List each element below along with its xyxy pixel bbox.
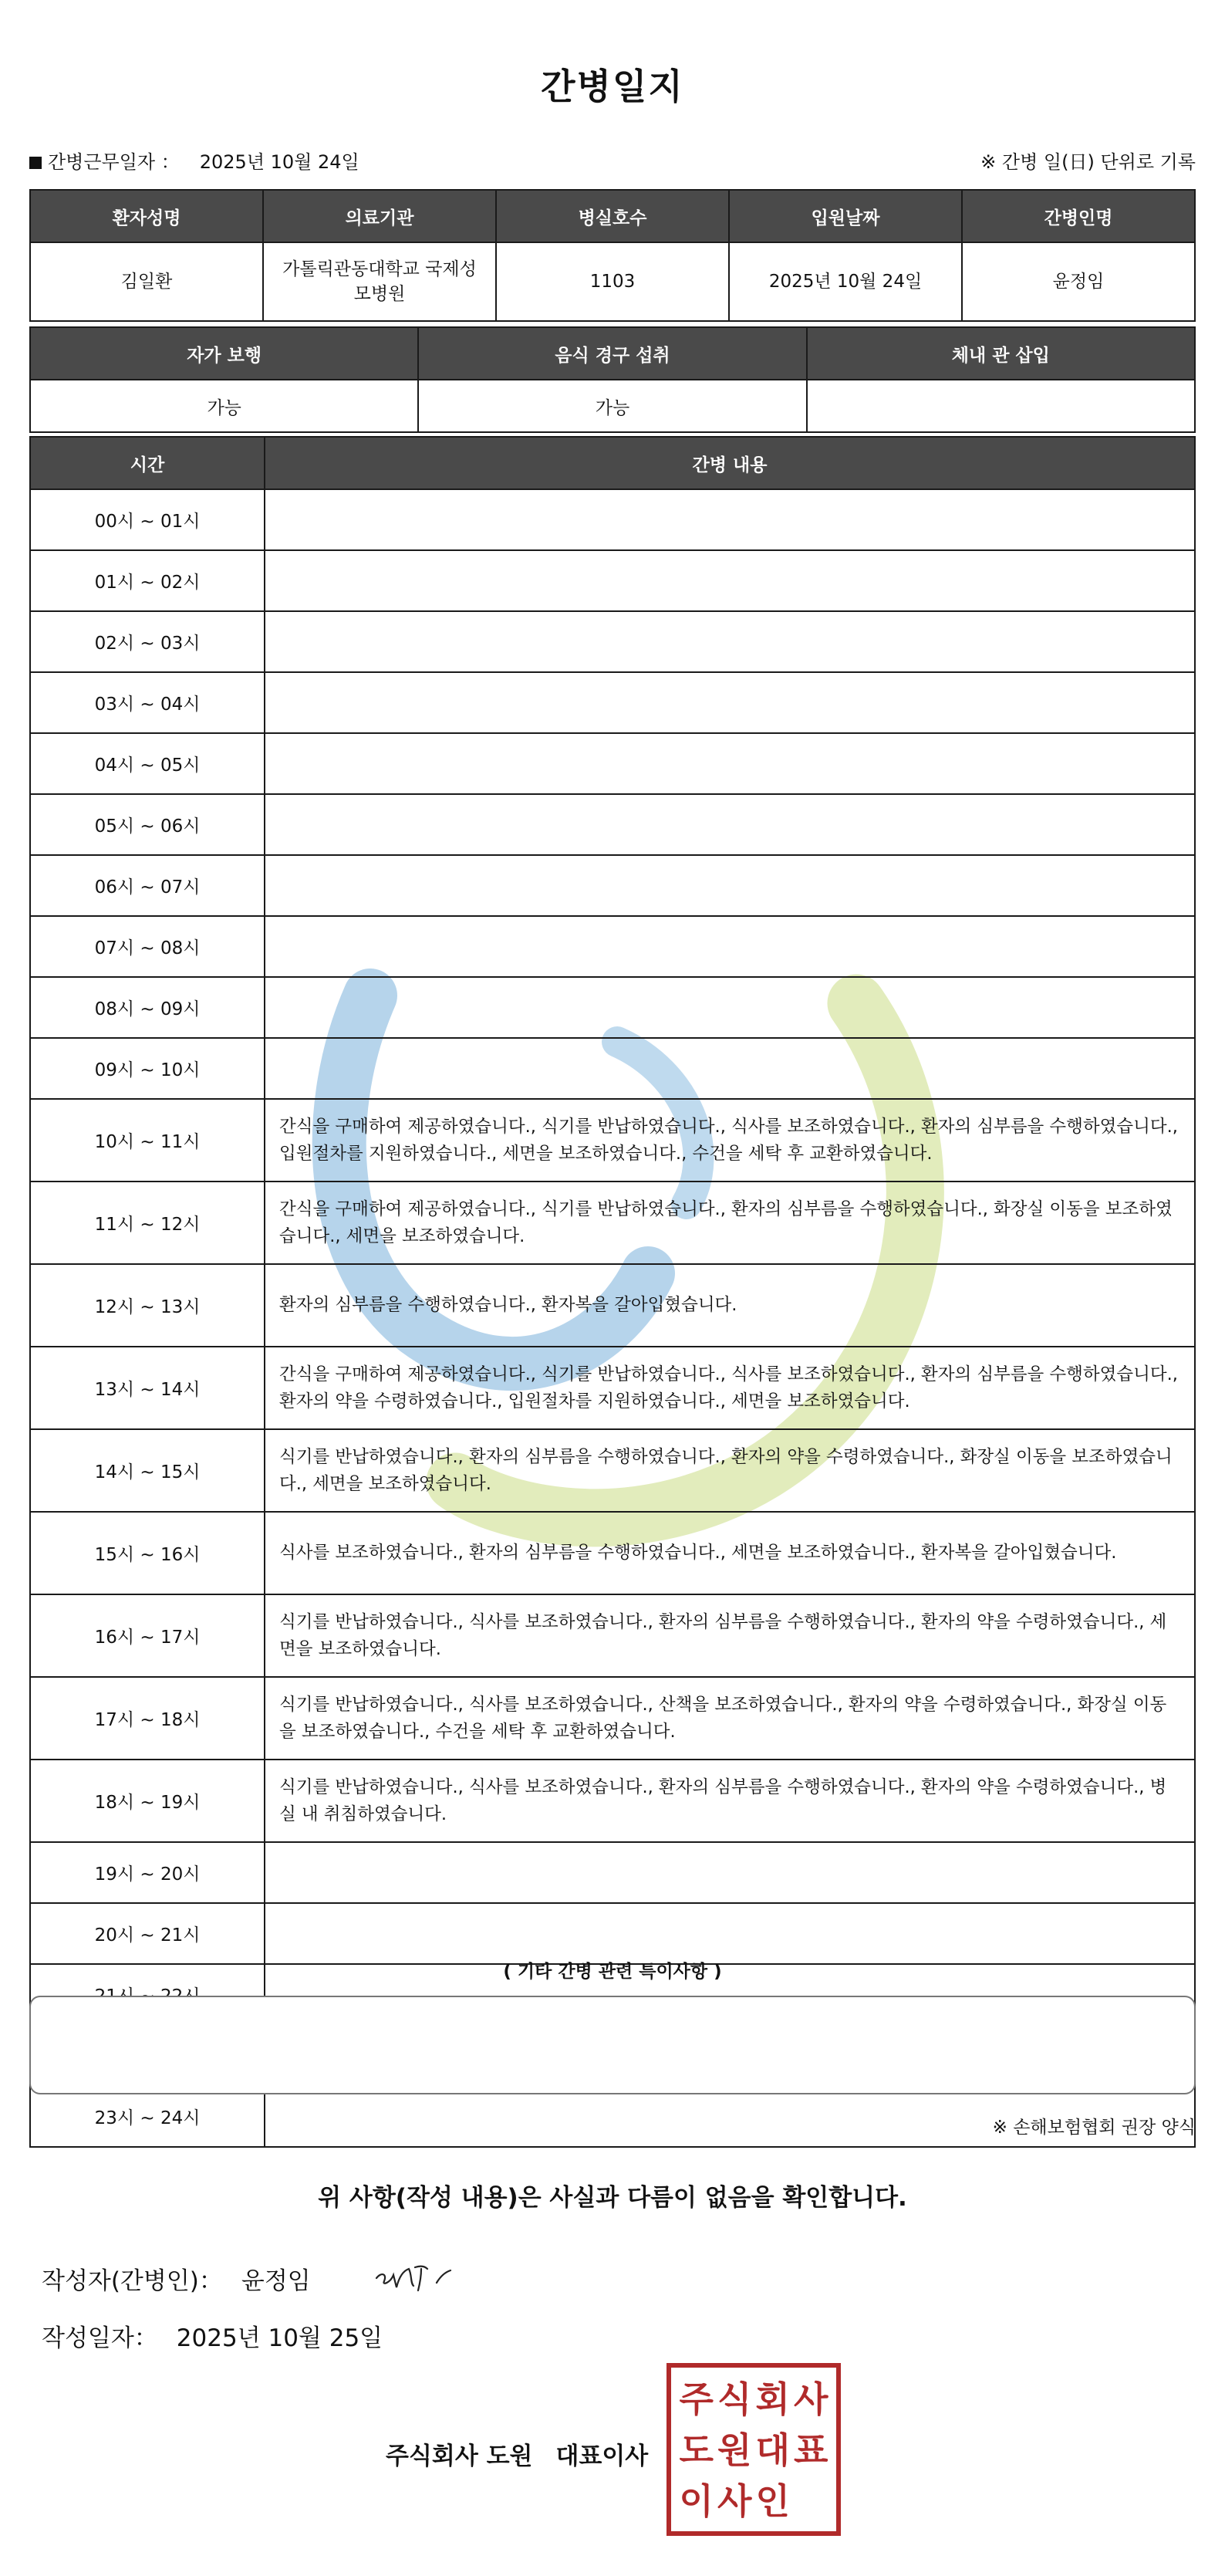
log-row xyxy=(30,977,1195,1038)
square-bullet-icon xyxy=(29,157,42,169)
document-title: 간병일지 xyxy=(541,66,684,107)
log-time: 07시 ~ 08시 xyxy=(30,916,265,977)
handwritten-signature-icon xyxy=(370,2252,463,2298)
log-content: 간식을 구매하여 제공하였습니다., 식기를 반납하였습니다., 식사를 보조하였습니다., 환자의 심부름을 수행하였습니다., 환자의 약을 수령하였습니다., 입원절차를 지원하였습니다., 세면을 보조하였습니다. xyxy=(265,1347,1195,1429)
log-time: 11시 ~ 12시 xyxy=(30,1182,265,1264)
log-time: 05시 ~ 06시 xyxy=(30,794,265,855)
log-content: 식기를 반납하였습니다., 식사를 보조하였습니다., 환자의 심부름을 수행하였습니다., 환자의 약을 수령하였습니다., 세면을 보조하였습니다. xyxy=(265,1594,1195,1677)
log-content xyxy=(265,977,1195,1038)
work-date xyxy=(29,147,359,174)
log-row xyxy=(30,1182,1195,1264)
seal-char: 사 xyxy=(717,2480,752,2522)
log-row xyxy=(30,733,1195,794)
written-date-label: 작성일자： xyxy=(42,2324,158,2352)
log-time: 19시 ~ 20시 xyxy=(30,1842,265,1903)
log-row xyxy=(30,1842,1195,1903)
seal-characters xyxy=(677,2374,830,2527)
company-seal-stamp xyxy=(666,2363,841,2536)
log-time: 04시 ~ 05시 xyxy=(30,733,265,794)
ceo-label: 대표이사 xyxy=(555,2442,649,2470)
log-row xyxy=(30,1264,1195,1347)
log-row xyxy=(30,794,1195,855)
patient-info-table xyxy=(29,189,1196,322)
header-patient-name: 환자성명 xyxy=(30,190,263,242)
seal-char: 사 xyxy=(794,2378,828,2420)
hourly-care-log-table xyxy=(29,436,1196,2148)
log-row xyxy=(30,1512,1195,1594)
log-row xyxy=(30,916,1195,977)
tube-insertion-value xyxy=(807,380,1195,432)
writer-label: 작성자(간병인)： xyxy=(42,2267,223,2295)
admission-date: 2025년 10월 24일 xyxy=(729,242,962,321)
log-time: 20시 ~ 21시 xyxy=(30,1903,265,1964)
log-content: 식기를 반납하였습니다., 식사를 보조하였습니다., 환자의 심부름을 수행하였습니다., 환자의 약을 수령하였습니다., 병실 내 취침하였습니다. xyxy=(265,1760,1195,1842)
patient-info-value-row xyxy=(30,242,1195,321)
log-content xyxy=(265,794,1195,855)
log-row xyxy=(30,1677,1195,1760)
work-date-value: 2025년 10월 24일 xyxy=(199,151,359,173)
header-caregiver: 간병인명 xyxy=(962,190,1195,242)
log-time: 15시 ~ 16시 xyxy=(30,1512,265,1594)
writer-row xyxy=(42,2261,311,2296)
log-row xyxy=(30,672,1195,733)
seal-char: 원 xyxy=(717,2429,752,2471)
log-content xyxy=(265,1038,1195,1099)
log-row xyxy=(30,611,1195,672)
writer-name: 윤정임 xyxy=(241,2267,311,2295)
room-number: 1103 xyxy=(496,242,729,321)
log-row xyxy=(30,1903,1195,1964)
log-content: 식기를 반납하였습니다., 식사를 보조하였습니다., 산책을 보조하였습니다., 환자의 약을 수령하였습니다., 화장실 이동을 보조하였습니다., 수건을 세탁 후 교환하였습니다. xyxy=(265,1677,1195,1760)
log-content xyxy=(265,916,1195,977)
log-row xyxy=(30,550,1195,611)
patient-name: 김일환 xyxy=(30,242,263,321)
log-row xyxy=(30,489,1195,550)
log-content: 식기를 반납하였습니다., 환자의 심부름을 수행하였습니다., 환자의 약을 수령하였습니다., 화장실 이동을 보조하였습니다., 세면을 보조하였습니다. xyxy=(265,1429,1195,1512)
hospital-name xyxy=(263,242,496,321)
seal-char: 인 xyxy=(755,2480,790,2522)
work-date-row xyxy=(29,147,1196,177)
log-row xyxy=(30,855,1195,916)
header-admission-date: 입원날짜 xyxy=(729,190,962,242)
log-row xyxy=(30,1038,1195,1099)
header-time: 시간 xyxy=(30,437,265,489)
log-content xyxy=(265,611,1195,672)
log-time: 02시 ~ 03시 xyxy=(30,611,265,672)
log-content: 식사를 보조하였습니다., 환자의 심부름을 수행하였습니다., 세면을 보조하였습니다., 환자복을 갈아입혔습니다. xyxy=(265,1512,1195,1594)
form-recommendation-note: ※ 손해보험협회 권장 양식 xyxy=(992,2118,1196,2138)
written-date-value: 2025년 10월 25일 xyxy=(176,2324,383,2352)
seal-char: 도 xyxy=(679,2429,714,2471)
log-time: 03시 ~ 04시 xyxy=(30,672,265,733)
seal-char: 표 xyxy=(794,2429,828,2471)
header-self-walking: 자가 보행 xyxy=(30,327,418,380)
log-content xyxy=(265,855,1195,916)
log-row xyxy=(30,1594,1195,1677)
log-content: 간식을 구매하여 제공하였습니다., 식기를 반납하였습니다., 식사를 보조하였습니다., 환자의 심부름을 수행하였습니다., 입원절차를 지원하였습니다., 세면을 보조하였습니다., 수건을 세탁 후 교환하였습니다. xyxy=(265,1099,1195,1182)
seal-char: 식 xyxy=(717,2378,752,2420)
log-content: 환자의 심부름을 수행하였습니다., 환자복을 갈아입혔습니다. xyxy=(265,1264,1195,1347)
log-content xyxy=(265,1903,1195,1964)
header-tube-insertion: 체내 관 삽입 xyxy=(807,327,1195,380)
log-content xyxy=(265,1842,1195,1903)
header-room: 병실호수 xyxy=(496,190,729,242)
log-content xyxy=(265,550,1195,611)
patient-status-table xyxy=(29,326,1196,433)
caregiver-name: 윤정임 xyxy=(962,242,1195,321)
log-row xyxy=(30,1099,1195,1182)
log-time: 13시 ~ 14시 xyxy=(30,1347,265,1429)
log-time: 08시 ~ 09시 xyxy=(30,977,265,1038)
log-time: 06시 ~ 07시 xyxy=(30,855,265,916)
company-name: 주식회사 도원 xyxy=(386,2442,533,2470)
log-content: 간식을 구매하여 제공하였습니다., 식기를 반납하였습니다., 환자의 심부름을 수행하였습니다., 화장실 이동을 보조하였습니다., 세면을 보조하였습니다. xyxy=(265,1182,1195,1264)
seal-char: 이 xyxy=(679,2480,714,2522)
seal-char: 대 xyxy=(755,2429,790,2471)
log-time: 14시 ~ 15시 xyxy=(30,1429,265,1512)
log-time: 18시 ~ 19시 xyxy=(30,1760,265,1842)
log-content xyxy=(265,733,1195,794)
log-time: 01시 ~ 02시 xyxy=(30,550,265,611)
seal-char: 주 xyxy=(679,2378,714,2420)
log-header-row xyxy=(30,437,1195,489)
written-date-row xyxy=(42,2318,383,2353)
header-care-content: 간병 내용 xyxy=(265,437,1195,489)
log-time: 23시 ~ 24시 xyxy=(30,2086,265,2147)
log-time: 10시 ~ 11시 xyxy=(30,1099,265,1182)
log-time: 17시 ~ 18시 xyxy=(30,1677,265,1760)
unit-note: ※ 간병 일(日) 단위로 기록 xyxy=(980,151,1196,173)
seal-char: 회 xyxy=(755,2378,790,2420)
log-time: 00시 ~ 01시 xyxy=(30,489,265,550)
notes-title: ( 기타 간병 관련 특이사항 ) xyxy=(503,1962,722,1982)
header-hospital: 의료기관 xyxy=(263,190,496,242)
company-signature-line xyxy=(386,2436,648,2471)
log-content xyxy=(265,489,1195,550)
log-row xyxy=(30,1347,1195,1429)
notes-box xyxy=(29,1996,1196,2094)
hospital-name-text: 가톨릭관동대학교 국제성모병원 xyxy=(282,259,477,304)
oral-intake-value: 가능 xyxy=(418,380,806,432)
log-content xyxy=(265,672,1195,733)
log-time: 12시 ~ 13시 xyxy=(30,1264,265,1347)
confirmation-statement: 위 사항(작성 내용)은 사실과 다름이 없음을 확인합니다. xyxy=(318,2184,907,2212)
patient-info-header-row xyxy=(30,190,1195,242)
log-time: 09시 ~ 10시 xyxy=(30,1038,265,1099)
work-date-label: 간병근무일자 ： xyxy=(48,151,180,173)
log-row xyxy=(30,1429,1195,1512)
self-walking-value: 가능 xyxy=(30,380,418,432)
status-value-row xyxy=(30,380,1195,432)
header-oral-intake: 음식 경구 섭취 xyxy=(418,327,806,380)
status-header-row xyxy=(30,327,1195,380)
log-time: 16시 ~ 17시 xyxy=(30,1594,265,1677)
log-row xyxy=(30,1760,1195,1842)
seal-char xyxy=(792,2476,831,2527)
